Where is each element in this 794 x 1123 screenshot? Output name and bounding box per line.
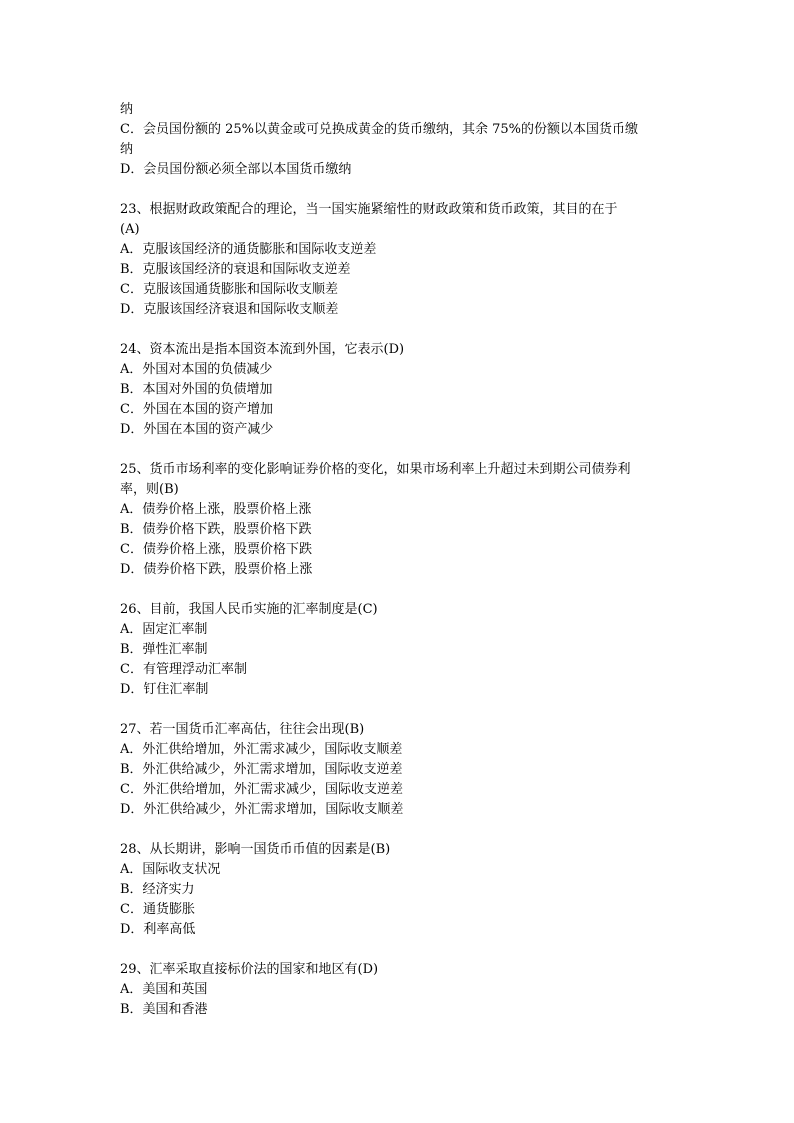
option-c: C．会员国份额的 25%以黄金或可兑换成黄金的货币缴纳，其余 75%的份额以本国货币缴 — [120, 122, 639, 137]
question-23 — [120, 200, 680, 320]
option-c: C．克服该国通货膨胀和国际收支顺差 — [120, 282, 338, 297]
option-a: A．债券价格上涨，股票价格上涨 — [120, 502, 312, 517]
question-stem: 25、货币市场利率的变化影响证券价格的变化，如果市场利率上升超过未到期公司债券利 — [120, 462, 631, 477]
question-stem: 29、汇率采取直接标价法的国家和地区有(D) — [120, 962, 379, 977]
option-b: B．美国和香港 — [120, 1002, 208, 1017]
option-b: B．弹性汇率制 — [120, 642, 208, 657]
question-24 — [120, 340, 680, 440]
option-c: C．外国在本国的资产增加 — [120, 402, 273, 417]
question-stem: 26、目前，我国人民币实施的汇率制度是(C) — [120, 602, 378, 617]
option-b: B．本国对外国的负债增加 — [120, 382, 273, 397]
option-b: B．克服该国经济的衰退和国际收支逆差 — [120, 262, 351, 277]
question-stem: 24、资本流出是指本国资本流到外国，它表示(D) — [120, 342, 405, 357]
question-26 — [120, 600, 680, 700]
option-a: A．克服该国经济的通货膨胀和国际收支逆差 — [120, 242, 377, 257]
option-b: B．债券价格下跌，股票价格下跌 — [120, 522, 312, 537]
option-c: C．通货膨胀 — [120, 902, 195, 917]
text-line: 纳 — [120, 102, 134, 117]
option-c: C．有管理浮动汇率制 — [120, 662, 247, 677]
question-stem-continued: 率，则(B) — [120, 482, 179, 497]
option-a: A．外汇供给增加，外汇需求减少，国际收支顺差 — [120, 742, 403, 757]
question-28 — [120, 840, 680, 940]
option-d: D．外国在本国的资产减少 — [120, 422, 274, 437]
option-a: A．美国和英国 — [120, 982, 208, 997]
option-b: B．经济实力 — [120, 882, 195, 897]
option-a: A．固定汇率制 — [120, 622, 208, 637]
option-d: D．债券价格下跌，股票价格上涨 — [120, 562, 313, 577]
question-stem: 28、从长期讲，影响一国货币币值的因素是(B) — [120, 842, 391, 857]
option-d: D．外汇供给减少，外汇需求增加，国际收支顺差 — [120, 802, 404, 817]
option-a: A．外国对本国的负债减少 — [120, 362, 273, 377]
option-d: D．会员国份额必须全部以本国货币缴纳 — [120, 162, 352, 177]
question-25 — [120, 460, 680, 580]
option-d: D．利率高低 — [120, 922, 196, 937]
option-b: B．外汇供给减少，外汇需求增加，国际收支逆差 — [120, 762, 403, 777]
question-stem: 27、若一国货币汇率高估，往往会出现(B) — [120, 722, 365, 737]
option-d: D．钉住汇率制 — [120, 682, 209, 697]
question-answer: (A) — [120, 222, 140, 237]
document-page — [120, 100, 680, 1020]
text-line: 纳 — [120, 142, 134, 157]
option-d: D．克服该国经济衰退和国际收支顺差 — [120, 302, 339, 317]
question-29 — [120, 960, 680, 1020]
option-c: C．外汇供给增加，外汇需求减少，国际收支逆差 — [120, 782, 403, 797]
question-stem: 23、根据财政政策配合的理论，当一国实施紧缩性的财政政策和货币政策，其目的在于 — [120, 202, 618, 217]
option-a: A．国际收支状况 — [120, 862, 221, 877]
question-27 — [120, 720, 680, 820]
option-c: C．债券价格上涨，股票价格下跌 — [120, 542, 312, 557]
continuation-block — [120, 100, 680, 180]
